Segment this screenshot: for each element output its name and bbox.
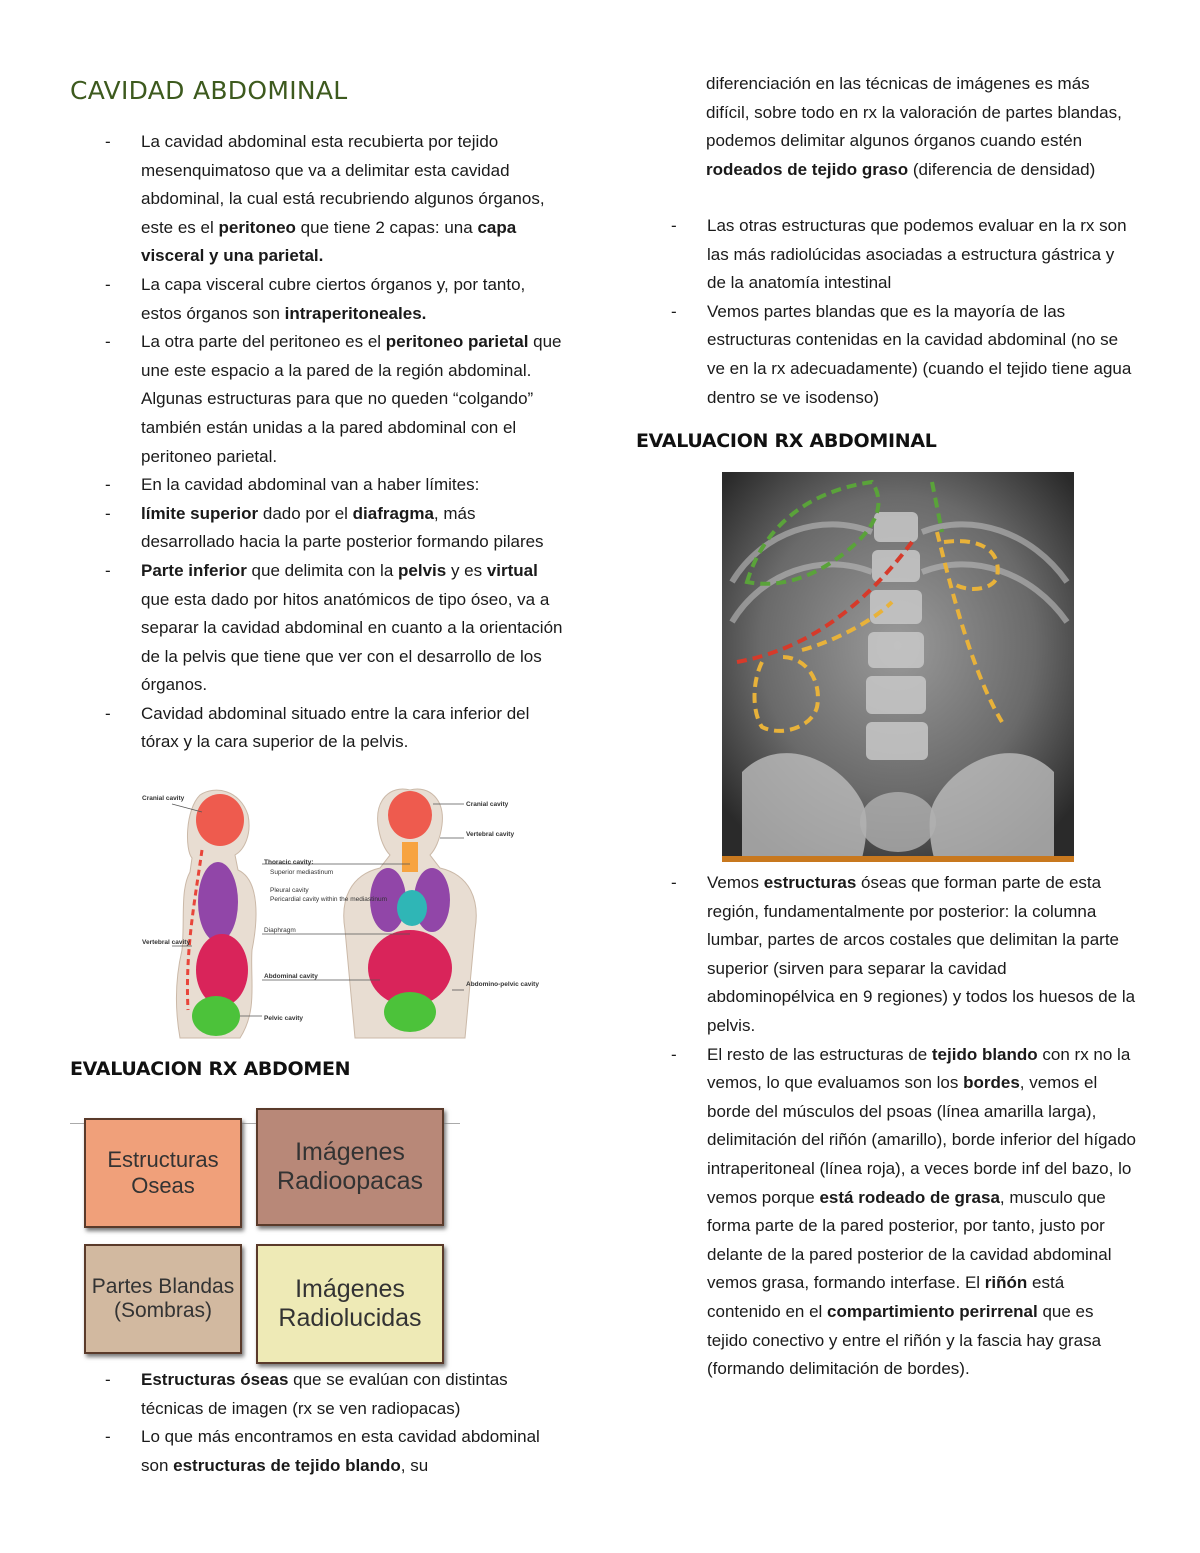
text-run: está rodeado de grasa <box>819 1187 1000 1207</box>
list-item <box>105 128 567 271</box>
right-continuation-paragraph <box>706 70 1136 184</box>
fig-label-abdominopelvic: Abdomino-pelvic cavity <box>466 981 539 988</box>
box-estructuras-oseas: Estructuras Oseas <box>84 1118 242 1228</box>
text-run: y es <box>446 560 487 580</box>
fig-label-pericardial: Pericardial cavity within the mediastinum <box>270 896 388 903</box>
box-imagenes-radioopacas: Imágenes Radioopacas <box>256 1108 444 1226</box>
text-run: , musculo que forma parte de la pared posterior, por tanto, justo por delante de la pared posterior de la cavidad abdominal vemos grasa, formando interfase. El <box>707 1187 1112 1293</box>
list-item <box>105 271 567 328</box>
text-run: diafragma <box>352 503 434 523</box>
text-run: rodeados de tejido graso <box>706 159 909 179</box>
list-item <box>105 1423 567 1480</box>
text-run: peritoneo parietal <box>385 332 529 352</box>
text-run: estructuras de tejido blando <box>173 1455 401 1475</box>
fig-label-diaphragm: Diaphragm <box>264 927 296 934</box>
text-run: Cavidad abdominal situado entre la cara inferior del tórax y la cara superior de la pelvis. <box>141 703 530 752</box>
text-run: óseas que forman parte de esta región, fundamentalmente por posterior: la columna lumbar, partes de arcos costales que delimitan la parte superior (sirven para separar la cavidad abdominopélvica en 9 regiones) y todos los huesos de la pelvis. <box>707 873 1136 1035</box>
list-item <box>105 500 567 557</box>
fig-label-sup-mediastinum: Superior mediastinum <box>270 869 334 876</box>
text-run: que une este espacio a la pared de la región abdominal. Algunas estructuras para que no queden “colgando” también están unidas a la pared abdominal con el peritoneo parietal. <box>141 332 562 466</box>
abdominal-xray-image <box>722 472 1074 862</box>
list-item <box>105 557 567 700</box>
text-run: diferenciación en las técnicas de imágenes es más difícil, sobre todo en rx la valoración de partes blandas, podemos delimitar algunos órganos cuando estén <box>706 74 1122 151</box>
text-run: que tiene 2 capas: una <box>295 217 478 237</box>
box-imagenes-radiolucidas: Imágenes Radiolucidas <box>256 1244 444 1364</box>
text-run: virtual <box>486 560 538 580</box>
list-item <box>105 328 567 471</box>
list-item <box>671 212 1136 298</box>
text-run: (diferencia de densidad) <box>908 159 1096 179</box>
text-run: , vemos el borde del músculos del psoas (línea amarilla larga), delimitación del riñón (amarillo), borde inferior del hígado intraperitoneal (línea roja), a veces borde inf del bazo, lo vemos porque <box>707 1073 1137 1207</box>
body-cavities-figure <box>140 780 539 1042</box>
text-run: Parte inferior <box>141 560 247 580</box>
fig-label-pleural: Pleural cavity <box>270 887 309 894</box>
text-run: La otra parte del peritoneo es el <box>141 332 386 352</box>
text-run: que esta dado por hitos anatómicos de tipo óseo, va a separar la cavidad abdominal en cuanto a la orientación de la pelvis que tiene que ver con el desarrollo de los órganos. <box>141 589 563 695</box>
fig-label-cranial-left: Cranial cavity <box>142 795 185 802</box>
fig-label-abdominal: Abdominal cavity <box>264 973 318 980</box>
text-run: La capa visceral cubre ciertos órganos y, por tanto, estos órganos son <box>141 274 526 323</box>
text-run: límite superior <box>141 503 259 523</box>
list-item <box>671 1041 1136 1384</box>
text-run: está contenido en el <box>707 1273 1065 1321</box>
text-run: bordes <box>963 1073 1020 1093</box>
fig-label-cranial-right: Cranial cavity <box>466 801 509 808</box>
text-run: intraperitoneales. <box>284 303 427 323</box>
text-run: que es tejido conectivo y entre el riñón y la fascia hay grasa (formando delimitación de bordes). <box>707 1301 1102 1379</box>
text-run: pelvis <box>398 560 447 580</box>
text-run: Estructuras óseas <box>141 1370 289 1389</box>
text-run: Vemos <box>707 873 764 892</box>
fig-label-vertebral-right: Vertebral cavity <box>466 831 515 838</box>
text-run: que se evalúan con distintas técnicas de imagen (rx se ven radiopacas) <box>141 1370 508 1418</box>
left-bullet-list <box>105 128 567 757</box>
list-item <box>105 1366 567 1423</box>
text-run: Las otras estructuras que podemos evaluar en la rx son las más radiolúcidas asociadas a estructura gástrica y de la anatomía intestinal <box>707 216 1127 293</box>
text-run: , más desarrollado hacia la parte posterior formando pilares <box>141 503 544 552</box>
page-title: CAVIDAD ABDOMINAL <box>70 76 348 105</box>
text-run: compartimiento perirrenal <box>827 1301 1038 1321</box>
section-heading-rx-abdomen: EVALUACION RX ABDOMEN <box>70 1058 351 1080</box>
text-run: dado por el <box>258 503 353 523</box>
text-run: La cavidad abdominal esta recubierta por tejido mesenquimatoso que va a delimitar esta cavidad abdominal, la cual está recubriendo algunos órganos, este es el <box>141 132 545 237</box>
evaluation-boxes <box>70 1104 460 1366</box>
text-run: tejido blando <box>931 1044 1038 1064</box>
list-item <box>105 700 567 757</box>
list-item <box>671 298 1136 412</box>
text-run: riñón <box>984 1273 1028 1293</box>
box-partes-blandas: Partes Blandas (Sombras) <box>84 1244 242 1354</box>
right-bullet-list <box>671 212 1136 412</box>
left-bullet-list-2 <box>105 1366 567 1480</box>
text-run: Lo que más encontramos en esta cavidad abdominal son <box>141 1427 540 1475</box>
right-bullet-list-2 <box>671 869 1136 1384</box>
text-run: estructuras <box>763 873 857 892</box>
text-run: El resto de las estructuras de <box>707 1044 932 1064</box>
fig-label-vertebral-left: Vertebral cavity <box>142 939 191 946</box>
list-item <box>671 869 1136 1041</box>
text-run: que delimita con la <box>246 560 399 580</box>
cranial-cavity-side <box>196 794 244 846</box>
fig-label-thoracic: Thoracic cavity: <box>264 859 314 866</box>
list-item <box>105 471 567 500</box>
text-run: peritoneo <box>218 217 296 237</box>
text-run: con rx no la vemos, lo que evaluamos son los <box>707 1044 1131 1093</box>
text-run: , su <box>400 1455 429 1475</box>
text-run: Vemos partes blandas que es la mayoría de las estructuras contenidas en la cavidad abdominal (no se ve en la rx adecuadamente) (cuando el tejido tiene agua dentro se ve isodenso) <box>707 301 1132 407</box>
text-run: En la cavidad abdominal van a haber límites: <box>141 475 480 495</box>
text-run: capa visceral y una parietal. <box>141 217 517 266</box>
fig-label-pelvic: Pelvic cavity <box>264 1015 304 1022</box>
section-heading-rx-abdominal: EVALUACION RX ABDOMINAL <box>636 430 937 452</box>
